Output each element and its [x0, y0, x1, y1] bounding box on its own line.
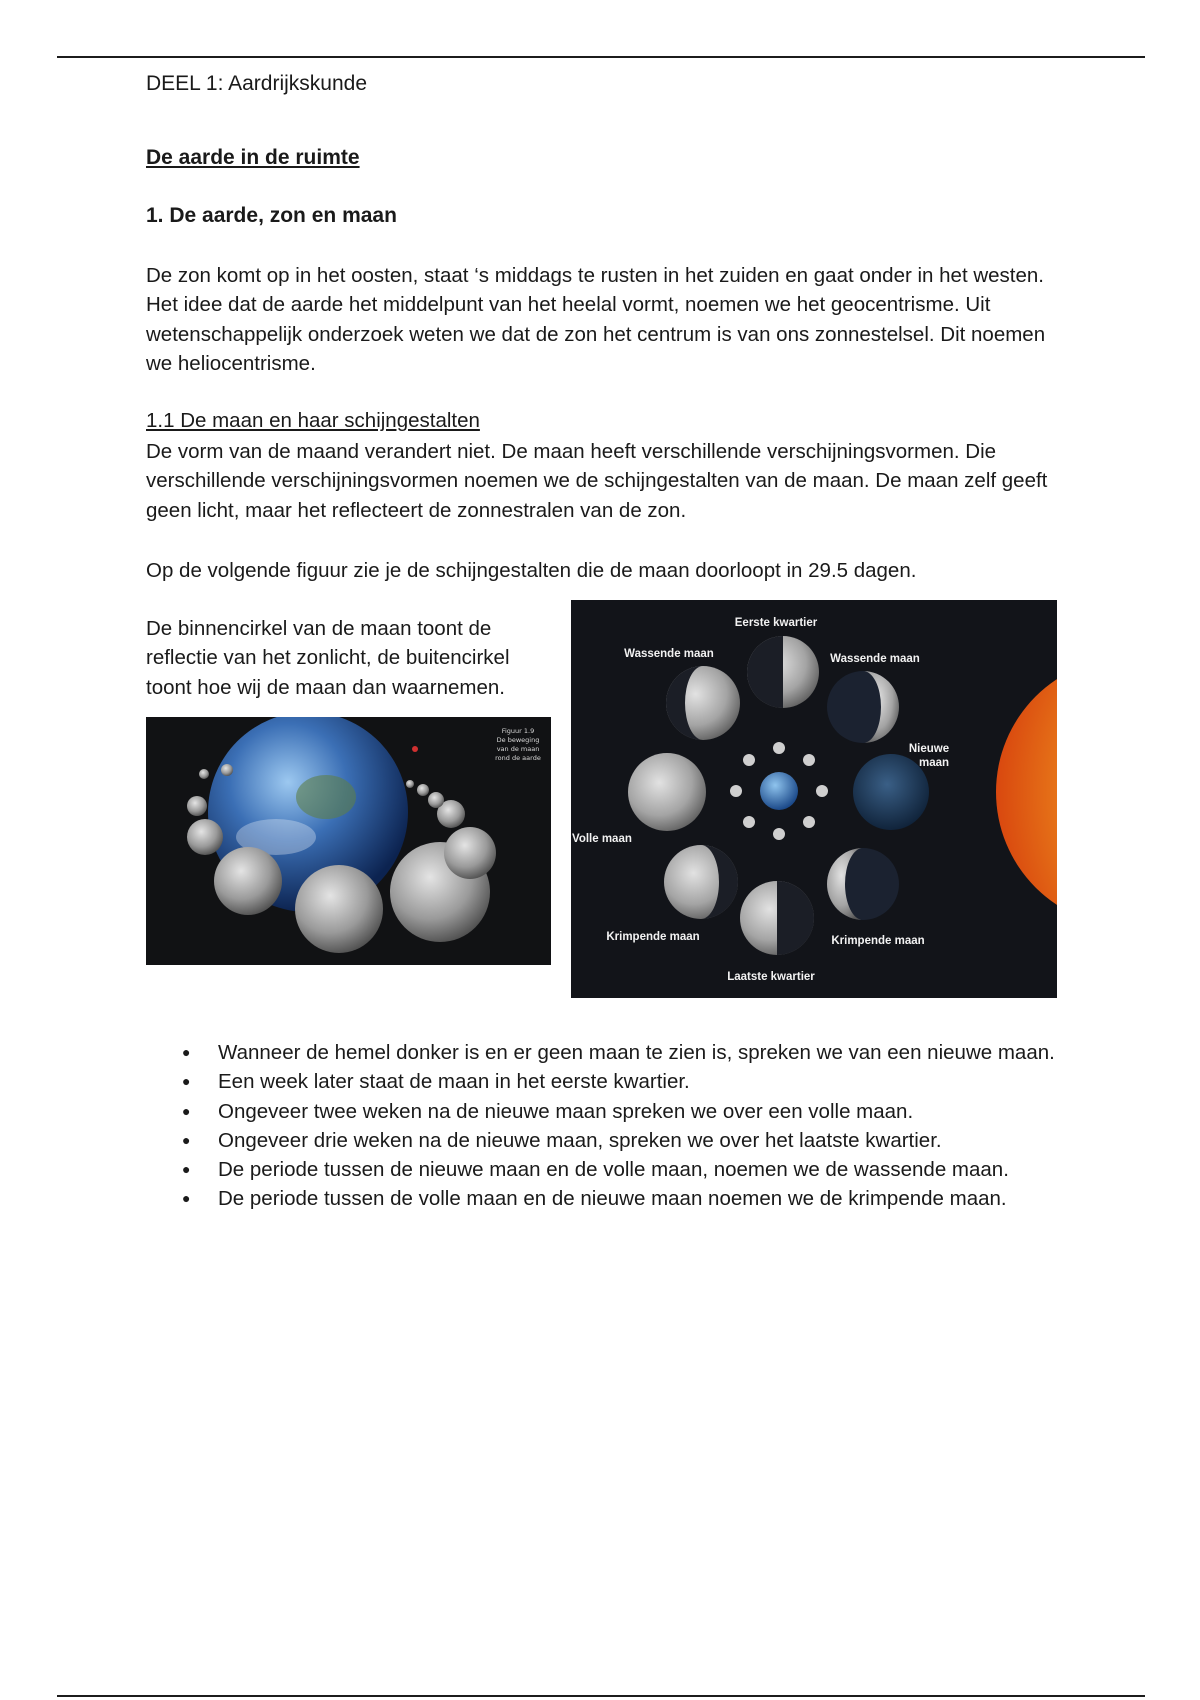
- figure-intro: Op de volgende figuur zie je de schijngestalten die de maan doorloopt in 29.5 dagen.: [146, 559, 917, 582]
- label-full-moon: Volle maan: [572, 833, 632, 845]
- earth-icon: [760, 772, 798, 810]
- label-new-moon-2: maan: [918, 757, 950, 769]
- moon-waxing-gibbous: [666, 666, 740, 740]
- label-first-quarter: Eerste kwartier: [734, 617, 818, 629]
- label-waning-right: Krimpende maan: [831, 935, 925, 947]
- phases-bullet-list: [146, 1038, 1066, 1214]
- list-item: ● Ongeveer twee weken na de nieuwe maan spreken we over een volle maan.: [146, 1097, 1066, 1126]
- inset-line-2: De beweging: [496, 736, 540, 744]
- list-item: ● De periode tussen de nieuwe maan en de volle maan, noemen we de wassende maan.: [146, 1155, 1066, 1184]
- part-label: DEEL 1: Aardrijkskunde: [146, 72, 368, 95]
- moon-waning-gibbous: [664, 845, 738, 919]
- section-1-1-paragraph: De vorm van de maand verandert niet. De maan heeft verschillende verschijningsvormen. Die verschillende verschijningsvormen noemen we de schijngestalten van de maan. De maan zelf geeft geen licht, maar het reflecteert de zonnestralen van de zon.: [146, 440, 1048, 522]
- inset-line-1: Figuur 1.9: [501, 727, 535, 735]
- label-waning-left: Krimpende maan: [606, 931, 700, 943]
- moon-waxing-crescent: [827, 671, 899, 743]
- top-rule: [57, 56, 1145, 58]
- label-last-quarter: Laatste kwartier: [727, 971, 815, 983]
- label-waxing-left: Wassende maan: [624, 648, 714, 660]
- document-title: De aarde in de ruimte: [146, 146, 360, 169]
- moon-first-quarter: [747, 636, 819, 708]
- moon-waning-crescent: [827, 848, 899, 920]
- list-item: ● De periode tussen de volle maan en de nieuwe maan noemen we de krimpende maan.: [146, 1184, 1066, 1213]
- list-item: ● Een week later staat de maan in het eerste kwartier.: [146, 1067, 1066, 1096]
- section-1-paragraph: De zon komt op in het oosten, staat ‘s middags te rusten in het zuiden en gaat onder in het westen. Het idee dat de aarde het middelpunt van het heelal vormt, noemen we het geocentrisme. Uit wetenschappelijk onderzoek weten we dat de zon het centrum is van ons zonnestelsel. Dit noemen we heliocentrisme.: [146, 264, 1046, 375]
- bottom-rule: [57, 1695, 1145, 1697]
- section-heading-1-1: 1.1 De maan en haar schijngestalten: [146, 409, 480, 432]
- inset-line-3: van de maan: [496, 745, 540, 753]
- earth-moon-photo: [146, 717, 551, 965]
- figure-caption: De binnencirkel van de maan toont de reflectie van het zonlicht, de buitencirkel toont hoe wij de maan dan waarnemen.: [146, 617, 510, 699]
- moon-phases-diagram: [571, 600, 1057, 998]
- list-item: ● Wanneer de hemel donker is en er geen maan te zien is, spreken we van een nieuwe maan.: [146, 1038, 1066, 1067]
- earth-moon-illustration: [146, 717, 551, 965]
- inset-line-4: rond de aarde: [495, 754, 541, 762]
- moon-new: [853, 754, 929, 830]
- moon-full: [628, 753, 706, 831]
- moon-phases-illustration: [571, 600, 1057, 998]
- section-heading-1: 1. De aarde, zon en maan: [146, 204, 397, 227]
- list-item: ● Ongeveer drie weken na de nieuwe maan, spreken we over het laatste kwartier.: [146, 1126, 1066, 1155]
- moon-last-quarter: [740, 881, 814, 955]
- label-new-moon-1: Nieuwe: [908, 743, 950, 755]
- label-waxing-right: Wassende maan: [830, 653, 920, 665]
